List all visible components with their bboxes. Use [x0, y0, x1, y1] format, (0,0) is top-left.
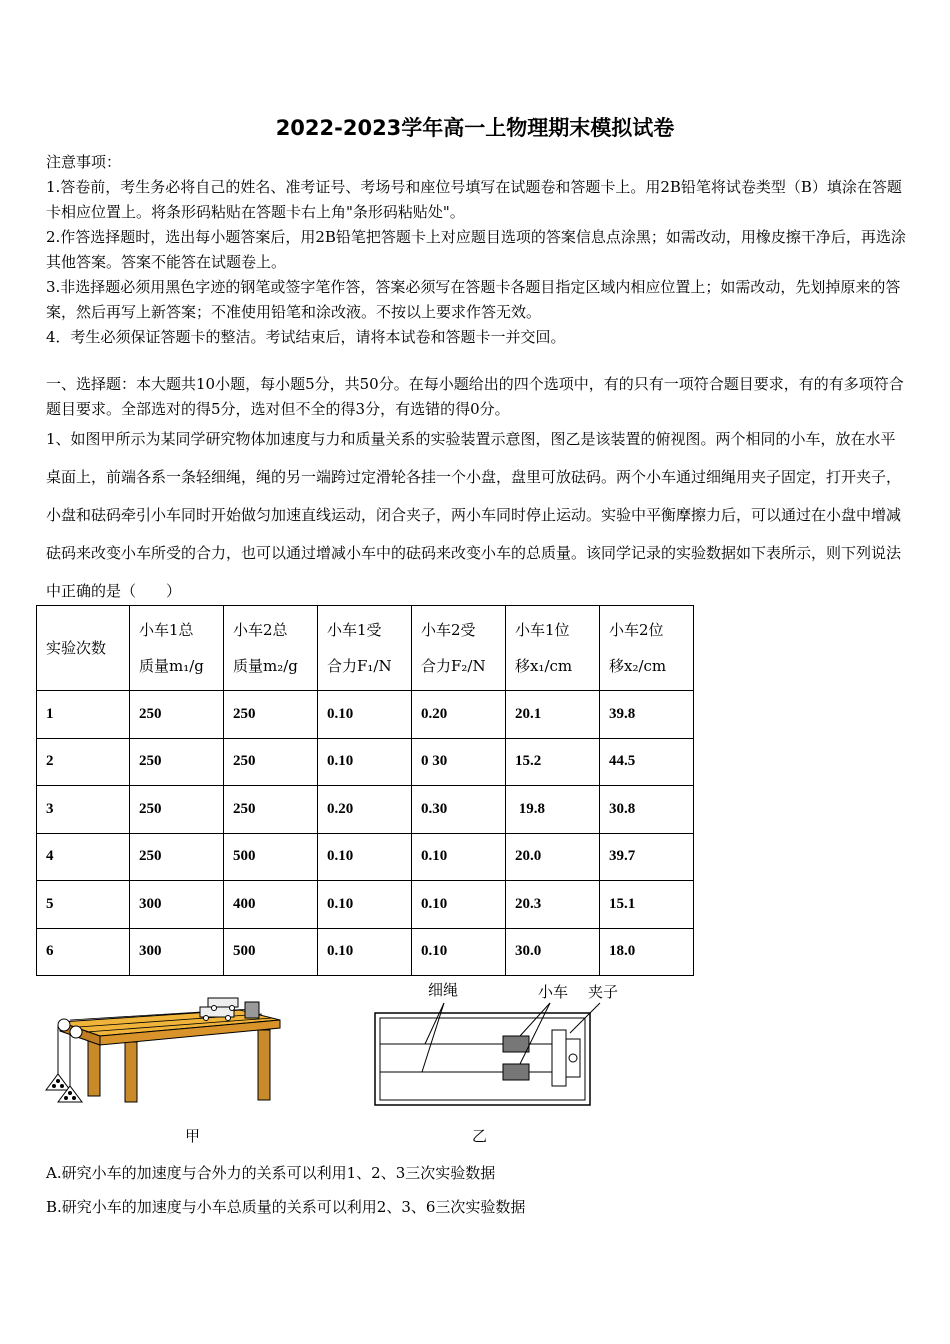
table-cell: 0 30: [412, 738, 506, 786]
table-cell: 0.30: [412, 786, 506, 834]
label-clip: 夹子: [588, 983, 619, 1001]
table-cell: 19.8: [506, 786, 600, 834]
label-rope: 细绳: [428, 981, 459, 999]
table-cell: 0.20: [318, 786, 412, 834]
figure-caption-right: 乙: [472, 1127, 488, 1145]
table-cell: 0.10: [318, 881, 412, 929]
table-cell: 250: [130, 833, 224, 881]
notice-item-2: 2.作答选择题时，选出每小题答案后，用2B铅笔把答题卡上对应题目选项的答案信息点涂黑；如需改动，用橡皮擦干净后，再选涂其他答案。答案不能答在试题卷上。: [46, 228, 906, 271]
pulley-icon: [70, 1026, 82, 1038]
table-cell: 18.0: [600, 928, 694, 976]
table-cell: 500: [224, 833, 318, 881]
table-cell: 0.10: [318, 833, 412, 881]
table-cell: 0.10: [412, 833, 506, 881]
table-cell: 250: [130, 786, 224, 834]
table-cell: 30.0: [506, 928, 600, 976]
table-header-cell: 实验次数: [37, 606, 130, 691]
table-cell: 20.0: [506, 833, 600, 881]
table-cell: 39.7: [600, 833, 694, 881]
table-cell: 30.8: [600, 786, 694, 834]
table-row: [37, 833, 694, 881]
figure-apparatus-top-view: [370, 975, 630, 1110]
section-intro: [46, 372, 908, 422]
table-header-row: [37, 606, 694, 691]
table-cell: 250: [130, 738, 224, 786]
table-cell: 44.5: [600, 738, 694, 786]
option-a[interactable]: A.研究小车的加速度与合外力的关系可以利用1、2、3三次实验数据: [46, 1164, 496, 1182]
notice-item-1: 1.答卷前，考生务必将自己的姓名、准考证号、考场号和座位号填写在试题卷和答题卡上。用2B铅笔将试卷类型（B）填涂在答题卡相应位置上。将条形码粘贴在答题卡右上角"条形码粘贴处"。: [46, 178, 902, 221]
table-cell: 0.10: [318, 691, 412, 739]
table-row: [37, 738, 694, 786]
table-cell: 250: [224, 691, 318, 739]
table-row: [37, 786, 694, 834]
table-cell: 6: [37, 928, 130, 976]
table-header-cell: 小车2位 移x₂/cm: [600, 606, 694, 691]
table-cell: 15.2: [506, 738, 600, 786]
figure-caption-left: 甲: [185, 1127, 201, 1145]
table-cell: 0.10: [412, 928, 506, 976]
notice-block: [46, 150, 908, 350]
table-cell: 400: [224, 881, 318, 929]
table-cell: 2: [37, 738, 130, 786]
table-cell: 250: [224, 786, 318, 834]
question-1-stem: 1、如图甲所示为某同学研究物体加速度与力和质量关系的实验装置示意图，图乙是该装置的俯视图。两个相同的小车，放在水平桌面上，前端各系一条轻细绳，绳的另一端跨过定滑轮各挂一个小盘，盘里可放砝码。两个小车通过细绳用夹子固定，打开夹子，小盘和砝码牵引小车同时开始做匀加速直线运动，闭合夹子，两小车同时停止运动。实验中平衡摩擦力后，可以通过在小盘中增减砝码来改变小车所受的合力，也可以通过增减小车中的砝码来改变小车的总质量。该同学记录的实验数据如下表所示，则下列说法中正确的是（ ）: [46, 430, 902, 600]
label-car: 小车: [538, 983, 569, 1001]
notice-item-3: 3.非选择题必须用黑色字迹的钢笔或签字笔作答，答案必须写在答题卡各题目指定区域内相应位置上；如需改动，先划掉原来的答案，然后再写上新答案；不准使用铅笔和涂改液。不按以上要求作答无效。: [46, 278, 901, 321]
table-header-cell: 小车1位 移x₁/cm: [506, 606, 600, 691]
table-cell: 15.1: [600, 881, 694, 929]
pulley-icon: [58, 1019, 70, 1031]
table-row: [37, 881, 694, 929]
table-cell: 1: [37, 691, 130, 739]
table-cell: 250: [130, 691, 224, 739]
table-cell: 39.8: [600, 691, 694, 739]
table-cell: 0.20: [412, 691, 506, 739]
table-cell: 300: [130, 928, 224, 976]
table-header-cell: 小车1总 质量m₁/g: [130, 606, 224, 691]
notice-heading: 注意事项：: [46, 153, 122, 171]
weight-pan-icon: [46, 1074, 70, 1090]
table-row: [37, 691, 694, 739]
table-cell: 0.10: [318, 928, 412, 976]
clip-icon: [245, 1002, 259, 1018]
car-icon: [503, 1036, 529, 1052]
table-cell: 3: [37, 786, 130, 834]
car-icon: [503, 1064, 529, 1080]
table-header-cell: 小车1受 合力F₁/N: [318, 606, 412, 691]
table-cell: 0.10: [412, 881, 506, 929]
table-cell: 250: [224, 738, 318, 786]
notice-item-4: 4．考生必须保证答题卡的整洁。考试结束后，请将本试卷和答题卡一并交回。: [46, 328, 566, 346]
table-row: [37, 928, 694, 976]
table-cell: 500: [224, 928, 318, 976]
table-cell: 20.3: [506, 881, 600, 929]
table-header-cell: 小车2总 质量m₂/g: [224, 606, 318, 691]
table-header-cell: 小车2受 合力F₂/N: [412, 606, 506, 691]
option-b[interactable]: B.研究小车的加速度与小车总质量的关系可以利用2、3、6三次实验数据: [46, 1198, 526, 1216]
table-cell: 4: [37, 833, 130, 881]
table-cell: 0.10: [318, 738, 412, 786]
figure-apparatus-side-view: [40, 990, 300, 1110]
section-intro-text: 一、选择题：本大题共10小题，每小题5分，共50分。在每小题给出的四个选项中，有的只有一项符合题目要求，有的有多项符合题目要求。全部选对的得5分，选对但不全的得3分，有选错的得0分。: [46, 375, 904, 418]
table-cell: 20.1: [506, 691, 600, 739]
page-title: 2022-2023学年高一上物理期末模拟试卷: [275, 116, 675, 140]
table-cell: 300: [130, 881, 224, 929]
table-cell: 5: [37, 881, 130, 929]
experiment-data-table: [36, 605, 694, 976]
